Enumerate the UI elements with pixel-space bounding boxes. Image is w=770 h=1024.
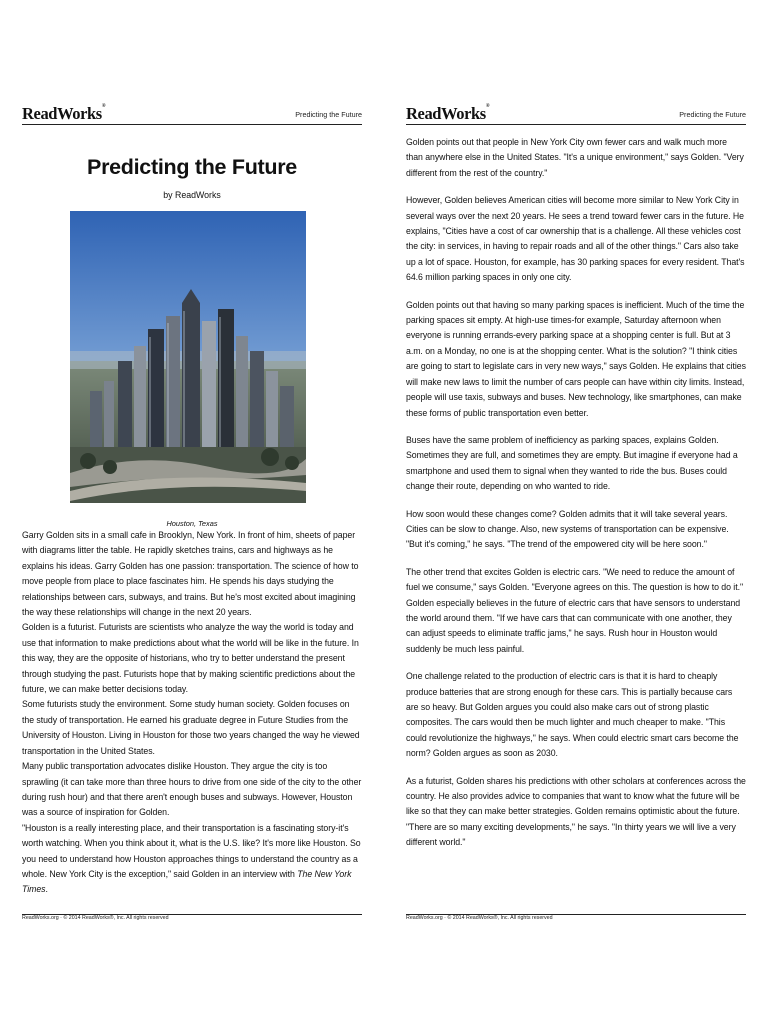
paragraph: The other trend that excites Golden is electric cars. "We need to reduce the amount of fuel we consume," says Golden. "Everyone agrees on this. The question is how to do it." Golden especially believes in the future of electric cars that have sensors to understand the world around them. "If we have cars that can communicate with one another, they can adjust speeds to eliminate traffic jams," he says. Rush hour in Houston would suddenly be much less painful. <box>406 566 744 654</box>
paragraph: Some futurists study the environment. Some study human society. Golden focuses on the study of transportation. He earned his graduate degree in Future Studies from the University of Houston. Living in Houston for those two years changed the way he viewed transportation in the United States. <box>22 699 360 756</box>
houston-skyline-photo <box>70 211 306 503</box>
paragraph: As a futurist, Golden shares his predictions with other scholars at conferences across the country. He also provides advice to companies that want to know what the future will be like so that they can make better strategies. Golden remains optimistic about the future. "There are so many exciting developments," he says. "In thirty years we will live a very different world." <box>406 775 746 848</box>
skyline-illustration <box>70 211 306 503</box>
image-caption: Houston, Texas <box>166 519 218 528</box>
left-page-clip <box>22 0 362 913</box>
page-footer <box>406 914 746 925</box>
article-title: Predicting the Future <box>87 155 297 179</box>
page-header <box>406 98 746 125</box>
paragraph: One challenge related to the production of electric cars is that it is hard to cheaply produce batteries that are strong enough for these cars. This is partially because cars are so heavy. But Golden argues you could also make cars out of strong plastic composites. The cars would then be much lighter and much cheaper to make. "This could revolutionize the highways," he says. When could electric smart cars become the norm? Golden argues as soon as 2030. <box>406 671 739 759</box>
right-page <box>406 98 746 851</box>
paragraph-last: "Houston is a really interesting place, and their transportation is a fascinating story-it's worth watching. When you think about it, what is the U.S. like? It's more like Houston. So you need to understand how Houston approaches things to understand the country as a whole. New York City is the exception," said Golden in an interview with The New York Times. <box>22 822 361 895</box>
paragraph: Golden points out that people in New York City own fewer cars and walk much more than anywhere else in the United States. "It's a unique environment," says Golden. "Very different from the rest of the country." <box>406 137 744 178</box>
paragraph: How soon would these changes come? Golden admits that it will take several years. Cities can be slow to change. Also, new systems of transportation can be expensive. "But it's coming," he says. "The trend of the empowered city will be here soon." <box>406 508 729 550</box>
paragraph: Buses have the same problem of inefficiency as parking spaces, explains Golden. Sometimes they are full, and sometimes they are empty. But imagine if everyone had a smartphone and used them to signal when they wanted to ride the bus. Buses could change their route, depending on who wanted to ride. <box>406 434 738 492</box>
page-header <box>22 98 362 125</box>
copyright-text: ReadWorks.org · © 2014 ReadWorks®, Inc. All rights reserved <box>406 915 553 921</box>
readworks-logo: ReadWorks® <box>406 104 490 123</box>
copyright-text: ReadWorks.org · © 2014 ReadWorks®, Inc. All rights reserved <box>22 915 169 921</box>
source-name: The New York Times <box>22 868 352 895</box>
left-page <box>22 98 362 898</box>
page-footer <box>22 914 362 925</box>
paragraph: Many public transportation advocates dislike Houston. They argue the city is too sprawling (it can take more than three hours to drive from one side of the city to the other during rush hour) and that there aren't enough buses and subways. However, Houston was a source of inspiration for Golden. <box>22 761 362 818</box>
byline: by ReadWorks <box>163 190 221 200</box>
running-title: Predicting the Future <box>679 110 746 119</box>
paragraph: Golden is a futurist. Futurists are scientists who analyze the way the world is today and use that information to make predictions about what the world will be like in the future. In this way, they are the opposite of historians, who try to better understand the present through studying the past. Futurists hope that by making scientific predictions about the future, we can make better decisions today. <box>22 622 359 695</box>
paragraph: Golden points out that having so many parking spaces is inefficient. Much of the time the parking spaces sit empty. At high-use times-for example, Saturday afternoon when everyone is running errands-every parking space at a shopping center is full. But at 3 a.m. on a Monday, no one is at the shopping center. What is the solution? "I think cities are going to start to legislate cars in very new ways," says Golden. He explains that cities will make new laws to limit the number of cars people can have within city limits. Instead, people will use taxis, subways and buses. New technology, like smartphones, can make these forms of public transportation even better. <box>406 299 746 418</box>
paragraph: However, Golden believes American cities will become more similar to New York City in several ways over the next 20 years. He sees a trend toward fewer cars in the future. He explains, "Cities have a cost of car ownership that is a challenge. All these vehicles cost the city: in services, in having to repair roads and all of the other things." Cars also take up a lot of space. Houston, for example, has 30 parking spaces for every resident. That's 64.6 million parking spaces in only one city. <box>406 195 745 283</box>
readworks-logo: ReadWorks® <box>22 104 106 123</box>
paragraph: Garry Golden sits in a small cafe in Brooklyn, New York. In front of him, sheets of paper with diagrams litter the table. He rapidly sketches trains, cars and highways as he explains his ideas. Garry Golden has one passion: transportation. The science of how to move people from place to place fascinates him. He spends his days studying the relationships between cars, subways, and trains. But he's most excited about imagining the way these relationships will change in the next 20 years. <box>22 530 359 618</box>
running-title: Predicting the Future <box>295 110 362 119</box>
